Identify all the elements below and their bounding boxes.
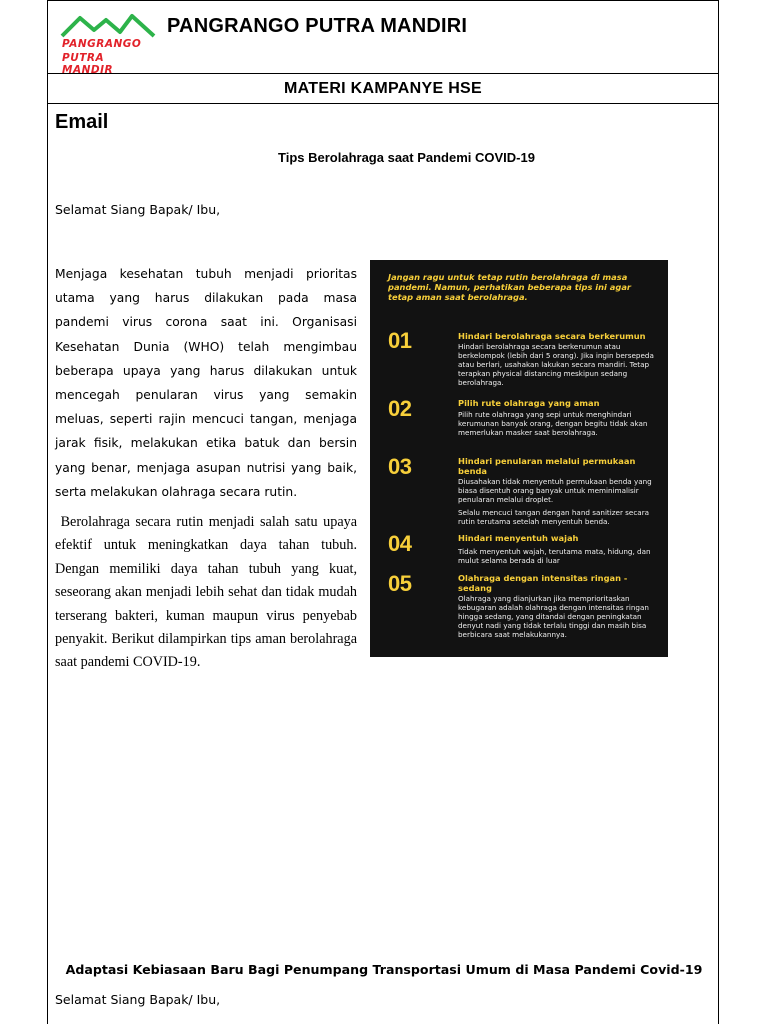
tip-description-extra: Selalu mencuci tangan dengan hand sanitizer secara rutin terutama setelah menyentuh benda. <box>458 508 650 526</box>
company-name: PANGRANGO PUTRA MANDIRI <box>167 15 468 37</box>
tip-description: Diusahakan tidak menyentuh permukaan benda yang biasa disentuh orang banyak untuk meminimalisir penularan melalui droplet. <box>458 477 652 504</box>
tip-title: Hindari menyentuh wajah <box>458 533 579 543</box>
tip-description: Olahraga yang dianjurkan jika memprioritaskan kebugaran adalah olahraga dengan intensitas ringan hingga sedang, yang ditandai dengan peningkatan denyut nadi yang tidak terlalu tinggi dan masih bisa berbicara saat melakukannya. <box>458 594 649 639</box>
tip-description: Hindari berolahraga secara berkerumun atau berkelompok (lebih dari 5 orang). Jika ingin bersepeda atau berlari, usahakan lakukan secara mandiri. Tetap terapkan physical distancing meskipun sedang berolahraga. <box>458 342 654 387</box>
logo-text-line2: PUTRA MANDIR <box>62 52 114 76</box>
footer-greeting: Selamat Siang Bapak/ Ibu, <box>55 992 221 1007</box>
campaign-title: MATERI KAMPANYE HSE <box>47 74 719 104</box>
tip-title: Hindari berolahraga secara berkerumun <box>458 331 646 341</box>
section-label: Email <box>55 111 109 133</box>
tips-infographic <box>370 260 668 657</box>
tip-description: Pilih rute olahraga yang sepi untuk menghindari kerumunan banyak orang, dengan begitu tidak akan memerlukan masker saat berolahraga. <box>458 410 648 437</box>
paragraph-1: Menjaga kesehatan tubuh menjadi prioritas utama yang harus dilakukan pada masa pandemi virus corona saat ini. Organisasi Kesehatan Dunia (WHO) telah mengimbau beberapa upaya yang harus dilakukan untuk mencegah penularan virus yang semakin meluas, seperti rajin mencuci tangan, menjaga jarak fisik, melakukan etika batuk dan bersin yang benar, menjaga asupan nutrisi yang baik, serta melakukan olahraga secara rutin. <box>55 267 357 499</box>
footer-title: Adaptasi Kebiasaan Baru Bagi Penumpang Transportasi Umum di Masa Pandemi Covid-19 <box>65 962 703 977</box>
paragraph-2-text: Berolahraga secara rutin menjadi salah satu upaya efektif untuk meningkatkan daya tahan tubuh. Dengan memiliki daya tahan tubuh yang kuat, seseorang akan menjadi lebih sehat dan tidak mudah terserang bakteri, kuman maupun virus penyebab penyakit. Berikut dilampirkan tips aman berolahraga saat pandemi COVID-19. <box>55 514 358 671</box>
tip-number: 04 <box>388 531 412 556</box>
tip-number: 03 <box>388 454 412 479</box>
tip-description: Tidak menyentuh wajah, terutama mata, hidung, dan mulut selama berada di luar <box>458 547 651 565</box>
tip-number: 01 <box>388 328 412 353</box>
company-logo <box>60 12 156 76</box>
tip-number: 02 <box>388 396 412 421</box>
greeting: Selamat Siang Bapak/ Ibu, <box>55 202 221 217</box>
tip-title: Pilih rute olahraga yang aman <box>458 398 600 408</box>
logo-text-line1: PANGRANGO <box>62 38 142 50</box>
tip-title: Hindari penularan melalui permukaan benda <box>458 456 636 476</box>
paragraph-2 <box>55 511 357 675</box>
tip-title: Olahraga dengan intensitas ringan - sedang <box>458 573 628 593</box>
tip-number: 05 <box>388 571 412 596</box>
document-title: Tips Berolahraga saat Pandemi COVID-19 <box>278 150 535 165</box>
infographic-intro: Jangan ragu untuk tetap rutin berolahraga di masa pandemi. Namun, perhatikan beberapa tips ini agar tetap aman saat berolahraga. <box>388 272 632 303</box>
